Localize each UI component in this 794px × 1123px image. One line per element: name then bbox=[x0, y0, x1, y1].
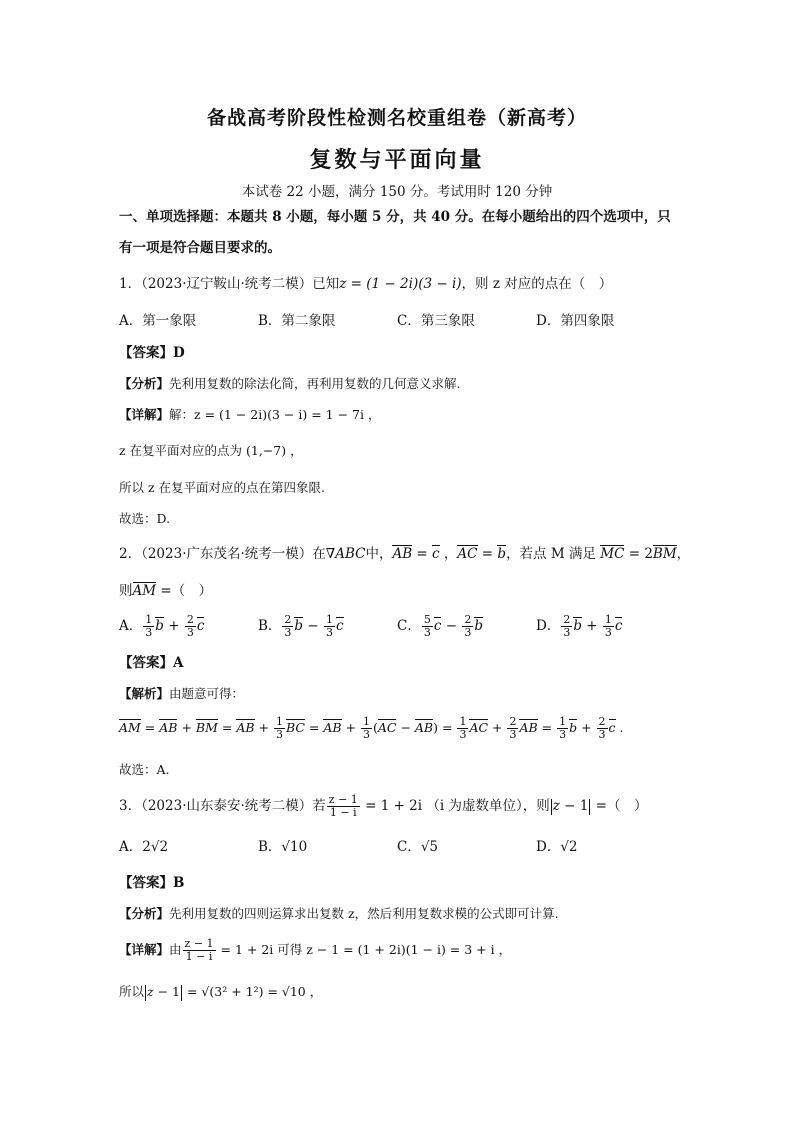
q1-option-a: A．第一象限 bbox=[119, 313, 197, 329]
q1-option-d: D．第四象限 bbox=[536, 313, 615, 329]
q2-option-d: D． $\frac{2}{3}$ b + $\frac{1}{3}$ c bbox=[536, 613, 623, 639]
q2-derivation: AM = AB + BM = AB + $\frac{1}{3}$ BC = AB + $\frac{1}{3}$ (AC − AB) = $\frac{1}{3}$ AC + $\frac{2}{3}$ AB = $\frac{1}{3}$ b + $\frac{2}{3}$ c . bbox=[119, 715, 624, 741]
q3-option-d: D．√2 bbox=[536, 839, 578, 855]
q3-analysis: 【分析】先利用复数的四则运算求出复数 z，然后利用复数求模的公式即可计算. bbox=[119, 906, 559, 921]
q1-detail-line4: 所以 z 在复平面对应的点在第四象限. bbox=[119, 480, 326, 495]
q1-detail-line3: z 在复平面对应的点为 (1,−7) ， bbox=[119, 443, 303, 458]
section-heading-line2: 有一项是符合题目要求的。 bbox=[119, 240, 281, 256]
q1-detail: 【详解】解：z = (1 − 2i)(3 − i) = 1 − 7i ， bbox=[119, 407, 381, 422]
q3-stem: 3．（2023·山东泰安·统考二模）若 $\frac{z - 1}{1 - i}$ = 1 + 2i （i 为虚数单位），则 z − 1 =（ ） bbox=[119, 793, 648, 819]
q3-detail: 【详解】由 $\frac{z - 1}{1 - i}$ = 1 + 2i 可得 z − 1 = (1 + 2i)(1 − i) = 3 + i ， bbox=[119, 937, 512, 963]
q1-option-c: C．第三象限 bbox=[397, 313, 475, 329]
q2-option-a: A． $\frac{1}{3}$ b + $\frac{2}{3}$ c bbox=[119, 613, 205, 639]
q3-detail-line2: 所以 z − 1 = √(3² + 1²) = √10 ， bbox=[119, 984, 323, 999]
q3-option-b: B．√10 bbox=[258, 839, 308, 855]
exam-subtitle: 复数与平面向量 bbox=[309, 147, 485, 173]
q1-answer: 【答案】D bbox=[119, 345, 185, 361]
exam-info: 本试卷 22 小题，满分 150 分。考试用时 120 分钟 bbox=[241, 184, 553, 200]
q2-option-b: B． $\frac{2}{3}$ b − $\frac{1}{3}$ c bbox=[258, 613, 344, 639]
q1-stem: 1．（2023·辽宁鞍山·统考二模）已知z = (1 − 2i)(3 − i)，则 z 对应的点在（ ） bbox=[119, 276, 613, 292]
q1-analysis: 【分析】先利用复数的除法化简，再利用复数的几何意义求解. bbox=[119, 376, 461, 391]
q2-option-c: C． $\frac{5}{3}$ c − $\frac{2}{3}$ b bbox=[397, 613, 483, 639]
q2-analysis: 【解析】由题意可得： bbox=[119, 686, 245, 701]
q2-conclusion: 故选：A. bbox=[119, 762, 170, 777]
q2-answer: 【答案】A bbox=[119, 655, 184, 671]
q2-stem: 2．（2023·广东茂名·统考一模）在∇ABC中，AB = c ，AC = b，若点 M 满足 MC = 2BM， bbox=[119, 546, 691, 562]
q3-option-c: C．√5 bbox=[397, 839, 439, 855]
q3-answer: 【答案】B bbox=[119, 875, 185, 891]
exam-title: 备战高考阶段性检测名校重组卷（新高考） bbox=[206, 107, 587, 129]
q1-option-b: B．第二象限 bbox=[258, 313, 336, 329]
q2-ask: 则AM =（ ） bbox=[119, 583, 213, 599]
section-heading-line1: 一、单项选择题：本题共 8 小题，每小题 5 分，共 40 分。在每小题给出的四个选项中，只 bbox=[119, 209, 671, 225]
q1-conclusion: 故选：D. bbox=[119, 511, 171, 526]
q3-option-a: A．2√2 bbox=[119, 839, 169, 855]
